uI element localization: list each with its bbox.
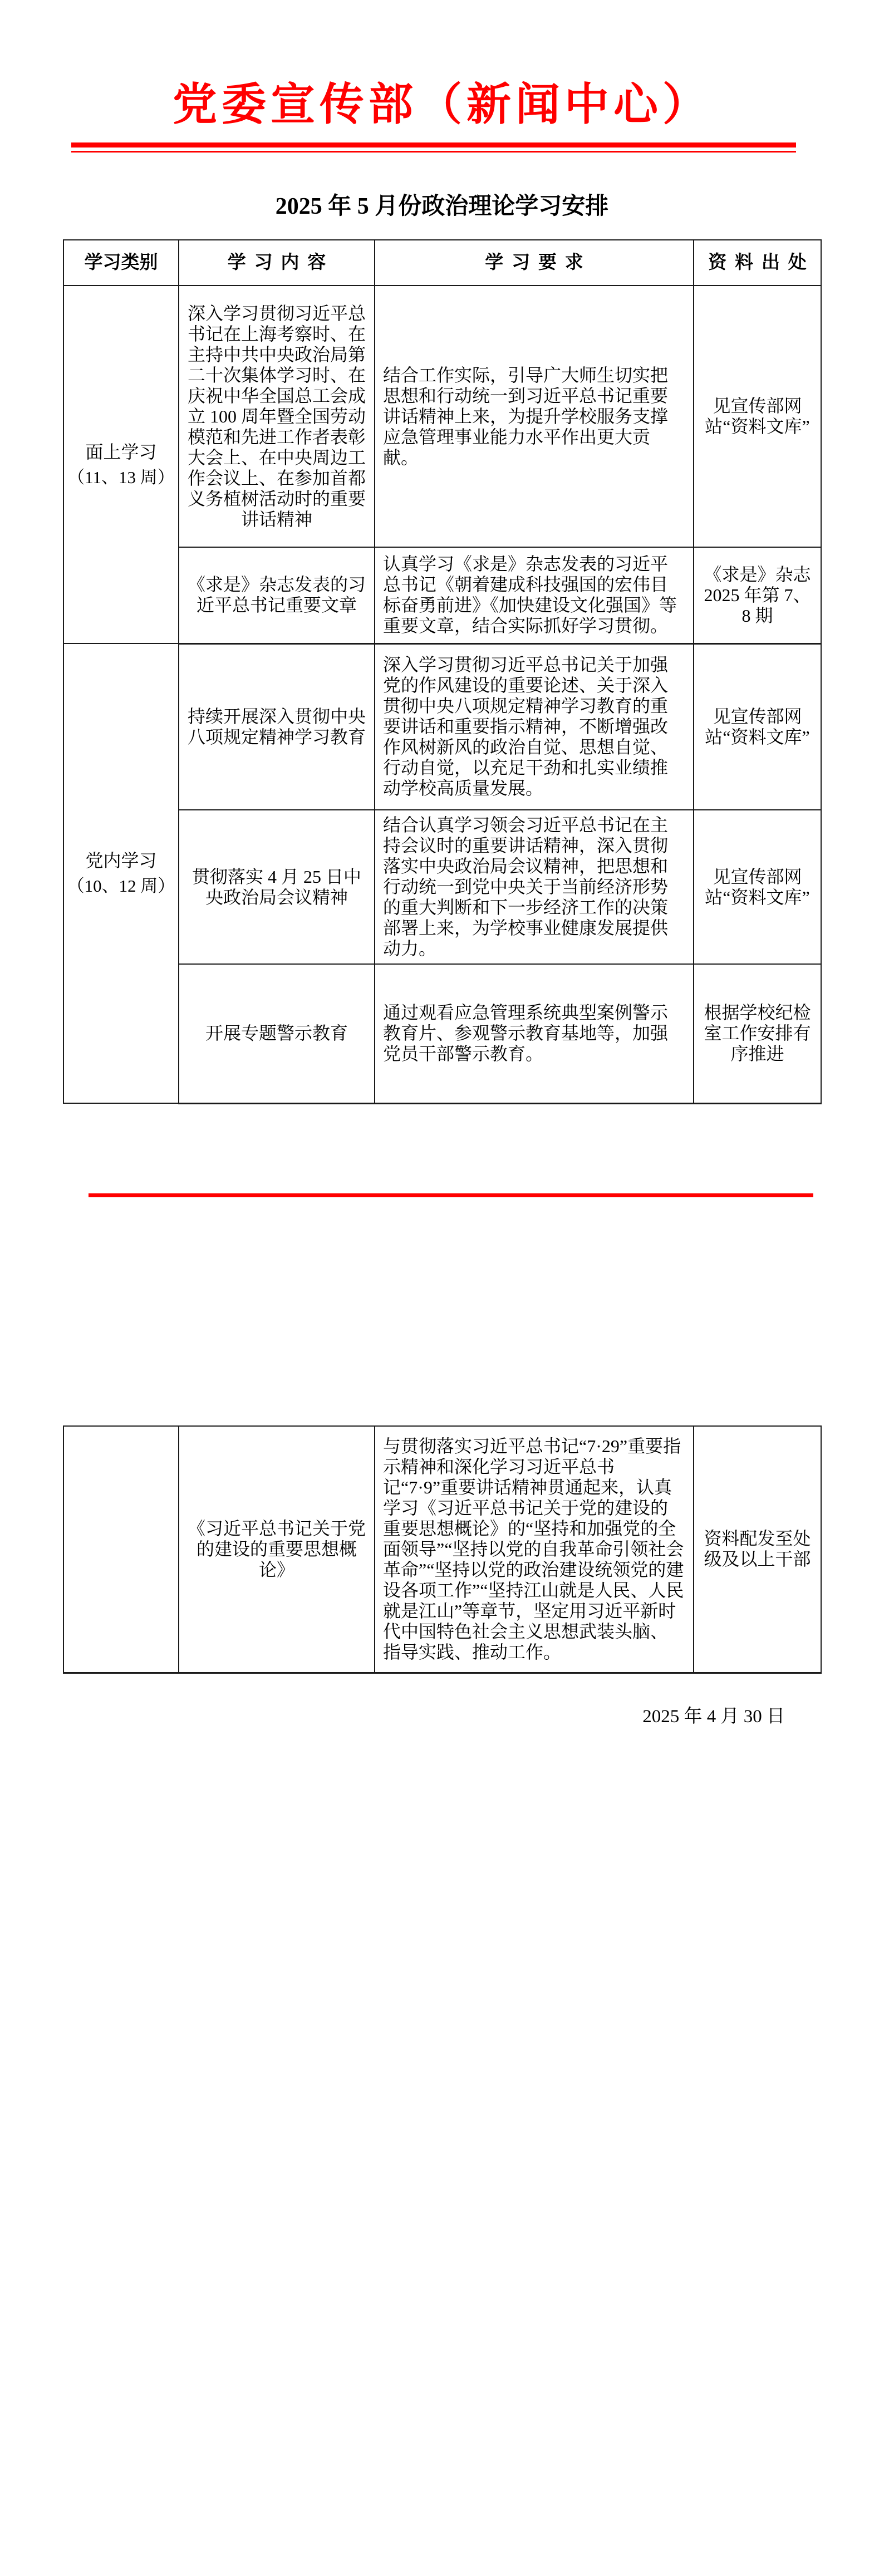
requirement-cell: 结合工作实际，引导广大师生切实把思想和行动统一到习近平总书记重要讲话精神上来，为提升学校服务支撑应急管理事业能力水平作出更大贡献。: [375, 286, 694, 547]
col-header-requirement: 学习要求: [375, 240, 694, 286]
category-weeks: （10、12 周）: [67, 876, 175, 896]
masthead-rule-thick: [71, 142, 796, 148]
content-cell: 贯彻落实 4 月 25 日中央政治局会议精神: [179, 810, 375, 964]
category-weeks: （11、13 周）: [67, 467, 175, 487]
page-break-rule: [89, 1193, 813, 1197]
source-cell: 见宣传部网站“资料文库”: [694, 286, 821, 547]
issue-date: 2025 年 4 月 30 日: [642, 1707, 785, 1727]
col-header-category: 学习类别: [63, 240, 179, 286]
content-cell: 深入学习贯彻习近平总书记在上海考察时、在主持中共中央政治局第二十次集体学习时、在庆祝中华全国总工会成立 100 周年暨全国劳动模范和先进工作者表彰大会上、在中央周边工作会议上、在参加首都义务植树活动时的重要讲话精神: [179, 286, 375, 547]
category-cell-party-study: [63, 643, 179, 1103]
requirement-cell: 认真学习《求是》杂志发表的习近平总书记《朝着建成科技强国的宏伟目标奋勇前进》《加快建设文化强国》等重要文章，结合实际抓好学习贯彻。: [375, 547, 694, 643]
table-row-3: [63, 643, 821, 810]
content-cell: 开展专题警示教育: [179, 964, 375, 1103]
table-row-1: [63, 286, 821, 547]
col-header-content: 学习内容: [179, 240, 375, 286]
source-cell: 《求是》杂志 2025 年第 7、8 期: [694, 547, 821, 643]
category-name: 党内学习: [85, 851, 157, 871]
source-cell: 见宣传部网站“资料文库”: [694, 643, 821, 810]
requirement-cell: 通过观看应急管理系统典型案例警示教育片、参观警示教育基地等，加强党员干部警示教育。: [375, 964, 694, 1103]
category-cell-general-study: [63, 286, 179, 643]
masthead-rule-thin: [71, 151, 796, 153]
category-name: 面上学习: [85, 441, 157, 462]
requirement-cell: 结合认真学习领会习近平总书记在主持会议时的重要讲话精神，深入贯彻落实中央政治局会议精神，把思想和行动统一到党中央关于当前经济形势的重大判断和下一步经济工作的决策部署上来，为学校事业健康发展提供动力。: [375, 810, 694, 964]
source-cell: 见宣传部网站“资料文库”: [694, 810, 821, 964]
document-page: [0, 78, 884, 1727]
requirement-cell: 深入学习贯彻习近平总书记关于加强党的作风建设的重要论述、关于深入贯彻中央八项规定精神学习教育的重要讲话和重要指示精神，不断增强改作风树新风的政治自觉、思想自觉、行动自觉，以充足干劲和扎实业绩推动学校高质量发展。: [375, 643, 694, 810]
masthead-title: 党委宣传部（新闻中心）: [173, 80, 711, 129]
source-cell: 根据学校纪检室工作安排有序推进: [694, 964, 821, 1103]
schedule-table: [63, 239, 822, 1104]
content-cell: 《求是》杂志发表的习近平总书记重要文章: [179, 547, 375, 643]
continuation-row: [63, 1426, 821, 1673]
col-header-source: 资料出处: [694, 240, 821, 286]
category-cell-empty: [63, 1426, 179, 1673]
source-cell: 资料配发至处级及以上干部: [694, 1426, 821, 1673]
content-cell: 《习近平总书记关于党的建设的重要思想概论》: [179, 1426, 375, 1673]
content-cell: 持续开展深入贯彻中央八项规定精神学习教育: [179, 643, 375, 810]
schedule-continuation-table: [63, 1425, 822, 1674]
requirement-cell: 与贯彻落实习近平总书记“7·29”重要指示精神和深化学习习近平总书记“7·9”重要讲话精神贯通起来，认真学习《习近平总书记关于党的建设的重要思想概论》的“坚持和加强党的全面领导”“坚持以党的自我革命引领社会革命”“坚持以党的政治建设统领党的建设各项工作”“坚持江山就是人民、人民就是江山”等章节，坚定用习近平新时代中国特色社会主义思想武装头脑、指导实践、推动工作。: [375, 1426, 694, 1673]
table-header-row: [63, 240, 821, 286]
document-title: 2025 年 5 月份政治理论学习安排: [275, 194, 609, 219]
